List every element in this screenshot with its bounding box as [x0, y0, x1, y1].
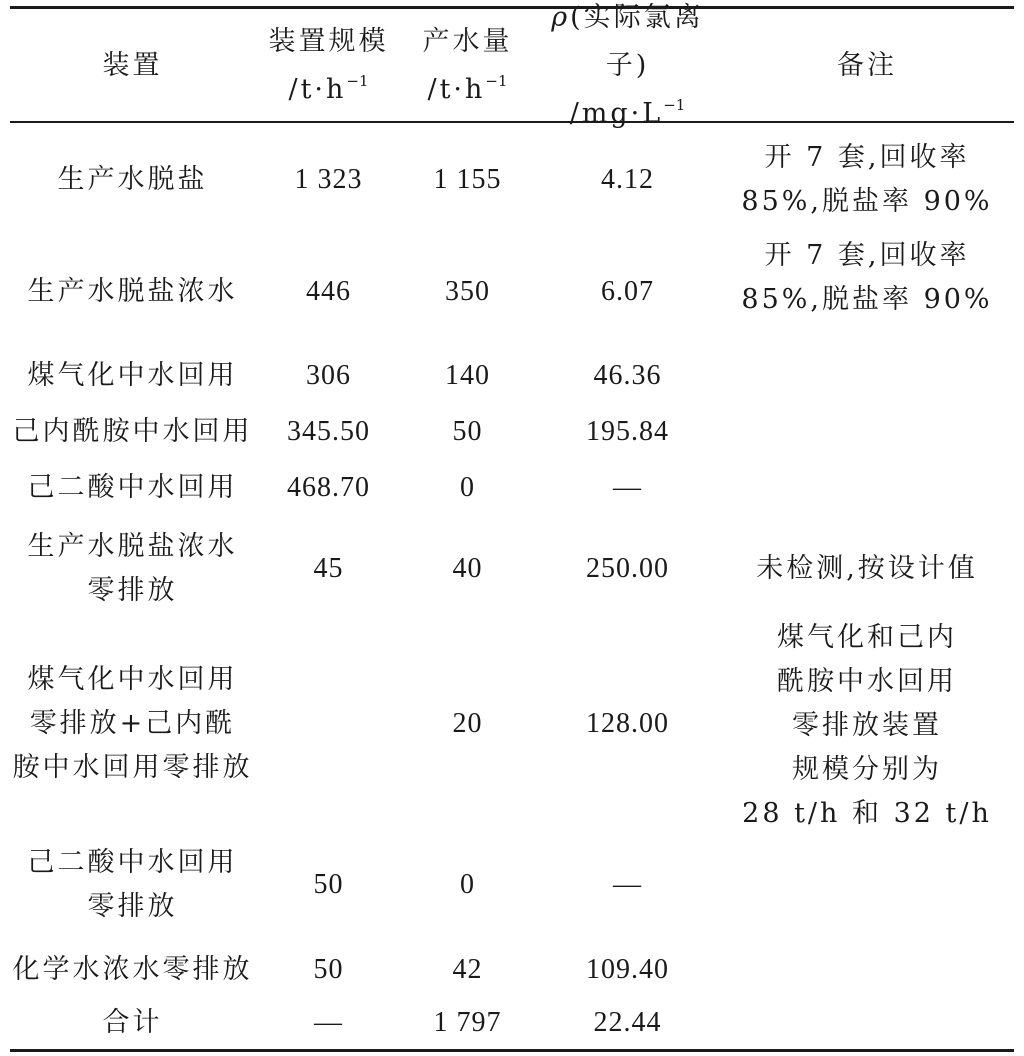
row-8-scale: 50 [313, 954, 344, 985]
row-5-device: 生产水脱盐浓水 零排放 [27, 531, 238, 606]
header-remark [720, 14, 1014, 118]
row-0-remark: 开 7 套,回收率 85%,脱盐率 90% [741, 142, 993, 217]
row-3-device: 己内酰胺中水回用 [12, 416, 253, 447]
row-5-scale: 45 [313, 553, 344, 584]
row-7-device: 己二酸中水回用 零排放 [27, 847, 238, 922]
row-2-scale: 306 [306, 360, 351, 391]
row-3-output: 50 [452, 416, 483, 447]
row-5-rho: 250.00 [586, 553, 669, 584]
header-scale [257, 14, 400, 118]
row-1-output: 350 [445, 276, 490, 307]
table-top-rule [10, 6, 1014, 9]
header-scale-unit: $/t\cdot h^{-1}$ [288, 72, 369, 105]
row-6-rho: 128.00 [586, 708, 669, 739]
row-4-scale: 468.70 [287, 472, 370, 503]
row-1-device: 生产水脱盐浓水 [27, 276, 238, 307]
row-4-device: 己二酸中水回用 [27, 472, 238, 503]
row-6-output: 20 [452, 708, 483, 739]
row-7-rho: — [613, 869, 642, 900]
row-7-output: 0 [460, 869, 475, 900]
row-1-rho: 6.07 [601, 276, 654, 307]
header-scale-label: 装置规模 [268, 26, 389, 57]
header-rho-unit: $/mg\cdot L^{-1}$ [569, 96, 686, 129]
row-0-device: 生产水脱盐 [57, 164, 208, 195]
row-5-remark: 未检测,按设计值 [756, 553, 978, 584]
row-8-rho: 109.40 [586, 954, 669, 985]
row-5-output: 40 [452, 553, 483, 584]
row-3-rho: 195.84 [586, 416, 669, 447]
row-0-rho: 4.12 [601, 164, 654, 195]
row-9-rho: 22.44 [593, 1007, 662, 1038]
row-2-output: 140 [445, 360, 490, 391]
row-3-scale: 345.50 [287, 416, 370, 447]
header-device [10, 14, 255, 118]
row-0-output: 1 155 [433, 164, 502, 195]
header-remark-label: 备注 [837, 50, 897, 81]
header-output [400, 14, 535, 118]
table-bottom-rule [10, 1049, 1014, 1052]
header-device-label: 装置 [102, 50, 163, 81]
row-8-device: 化学水浓水零排放 [12, 954, 253, 985]
row-1-remark: 开 7 套,回收率 85%,脱盐率 90% [741, 240, 993, 315]
row-2-rho: 46.36 [593, 360, 662, 391]
row-4-output: 0 [460, 472, 475, 503]
table-header-rule [10, 121, 1014, 123]
header-rho-label: ρ(实际氯离子) [551, 2, 704, 81]
row-9-output: 1 797 [433, 1007, 502, 1038]
row-4-rho: — [613, 472, 642, 503]
row-1-scale: 446 [306, 276, 351, 307]
header-output-unit: $/t\cdot h^{-1}$ [427, 72, 508, 105]
row-6-remark: 煤气化和己内 酰胺中水回用 零排放装置 规模分别为 28 t/h 和 32 t/h [742, 622, 992, 829]
header-rho [535, 2, 720, 129]
row-2-device: 煤气化中水回用 [27, 360, 238, 391]
row-6-device: 煤气化中水回用 零排放+己内酰 胺中水回用零排放 [12, 664, 253, 783]
row-7-scale: 50 [313, 869, 344, 900]
row-0-scale: 1 323 [294, 164, 363, 195]
header-output-label: 产水量 [422, 26, 513, 57]
row-8-output: 42 [452, 954, 483, 985]
row-9-scale: — [314, 1007, 343, 1038]
row-9-device: 合计 [102, 1007, 163, 1038]
